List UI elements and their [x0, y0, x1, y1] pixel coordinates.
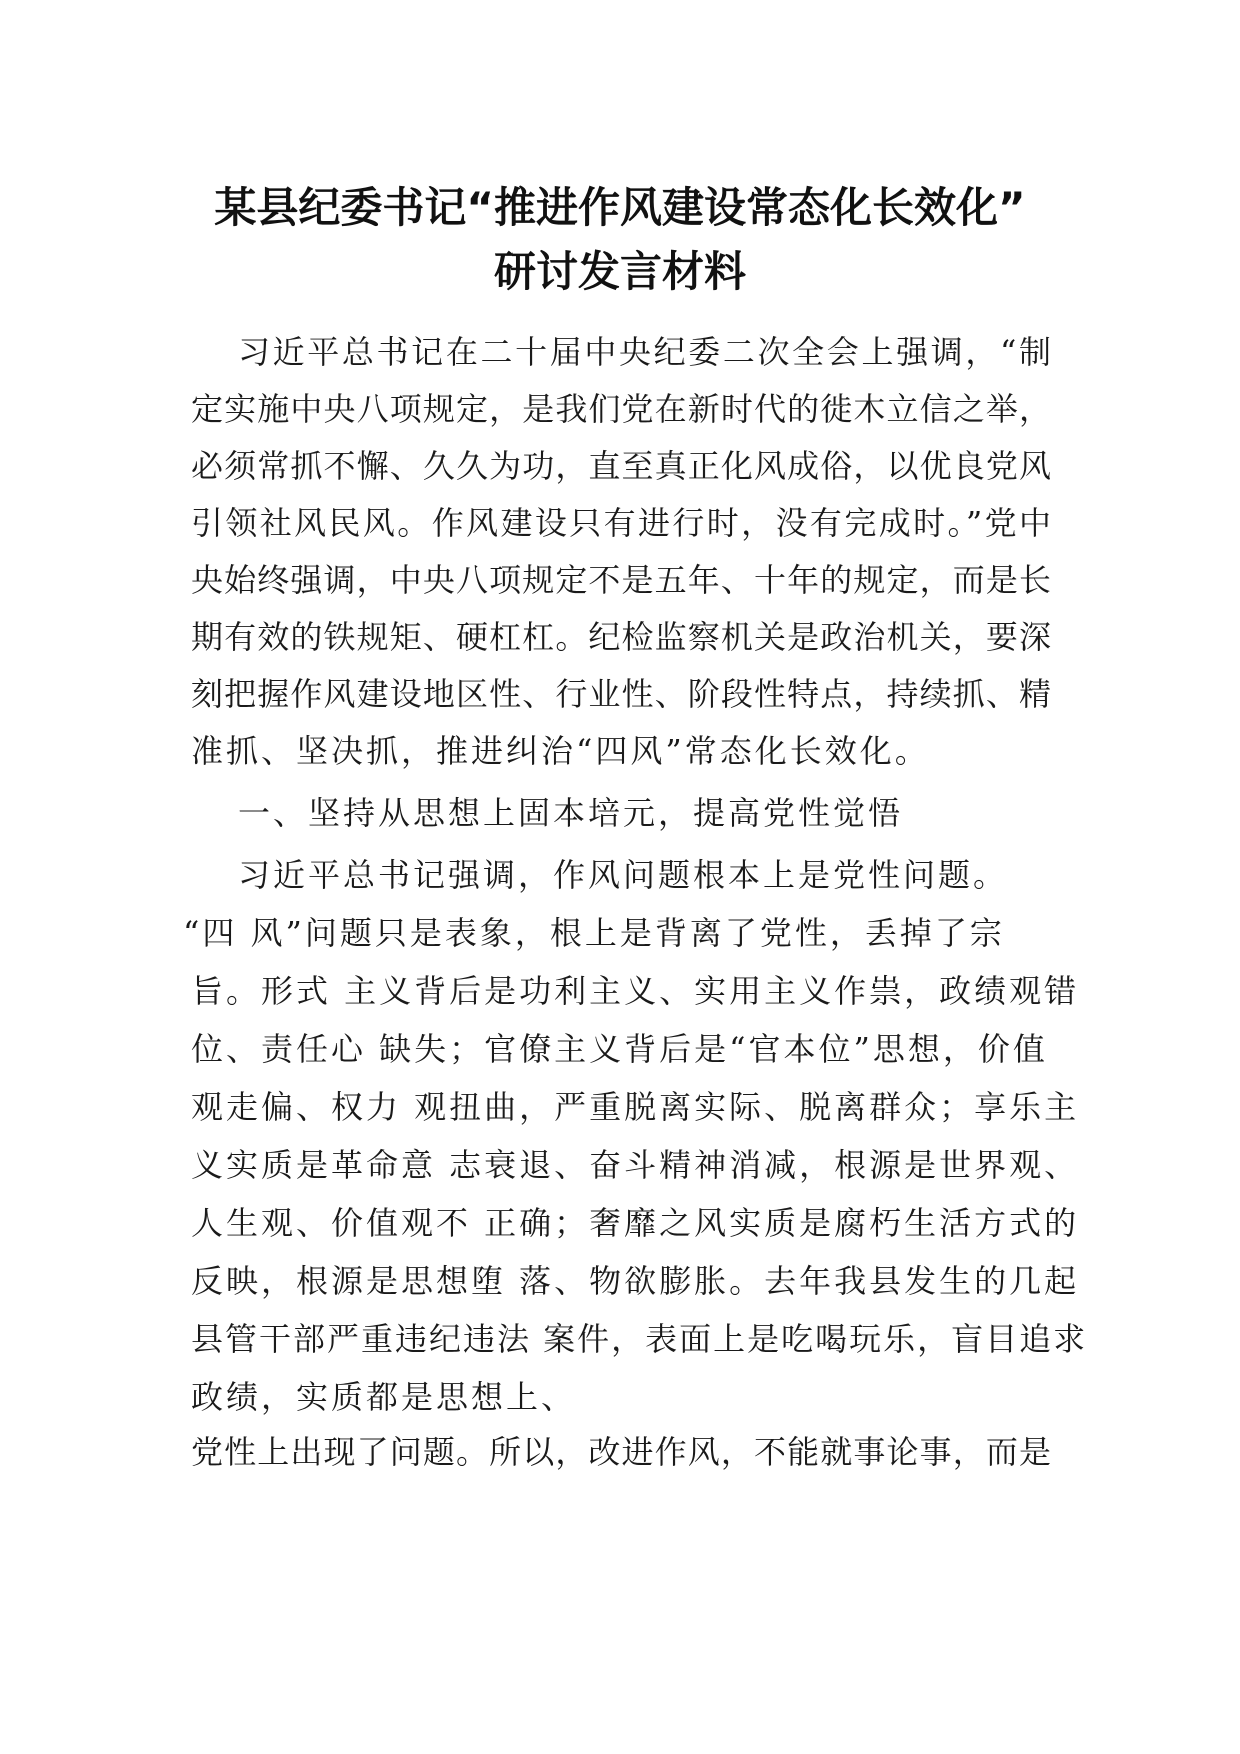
paragraph-2-line-6: 义实质是革命意 志衰退、奋斗精神消减，根源是世界观、 — [191, 1146, 1080, 1184]
document-title-line-1: 某县纪委书记“推进作风建设常态化长效化” — [214, 183, 1026, 232]
paragraph-1-line-8: 准抓、坚决抓，推进纠治“四风”常态化长效化。 — [191, 732, 930, 770]
paragraph-2-line-3: 旨。形式 主义背后是功利主义、实用主义作祟，政绩观错 — [191, 972, 1080, 1010]
paragraph-2-line-10: 政绩，实质都是思想上、 — [191, 1378, 577, 1416]
paragraph-2-line-4: 位、责任心 缺失；官僚主义背后是“官本位”思想，价值 — [191, 1030, 1048, 1068]
paragraph-2-line-1: 习近平总书记强调，作风问题根本上是党性问题。 — [238, 856, 1009, 894]
paragraph-1-line-4: 引领社风民风。作风建设只有进行时，没有完成时。”党中 — [191, 504, 1051, 542]
paragraph-1-line-3: 必须常抓不懈、久久为功，直至真正化风成俗，以优良党风 — [191, 447, 1051, 485]
paragraph-1-line-6: 期有效的铁规矩、硬杠杠。纪检监察机关是政治机关，要深 — [191, 618, 1051, 656]
paragraph-2-line-2: “四 风”问题只是表象，根上是背离了党性，丢掉了宗 — [183, 914, 1005, 952]
paragraph-1-line-2: 定实施中央八项规定，是我们党在新时代的徙木立信之举， — [191, 390, 1051, 428]
paragraph-2-line-7: 人生观、价值观不 正确；奢靡之风实质是腐朽生活方式的 — [191, 1204, 1080, 1242]
paragraph-2-line-11: 党性上出现了问题。所以，改进作风，不能就事论事，而是 — [191, 1433, 1051, 1471]
paragraph-1-line-1: 习近平总书记在二十届中央纪委二次全会上强调，“制 — [238, 333, 1051, 371]
section-heading-1: 一、坚持从思想上固本培元，提高党性觉悟 — [238, 794, 904, 832]
document-title-line-2: 研讨发言材料 — [493, 247, 746, 296]
paragraph-2-line-5: 观走偏、权力 观扭曲，严重脱离实际、脱离群众；享乐主 — [191, 1088, 1080, 1126]
paragraph-1-line-5: 央始终强调，中央八项规定不是五年、十年的规定，而是长 — [191, 561, 1051, 599]
paragraph-1-line-7: 刻把握作风建设地区性、行业性、阶段性特点，持续抓、精 — [191, 675, 1051, 713]
paragraph-2-line-8: 反映，根源是思想堕 落、物欲膨胀。去年我县发生的几起 — [191, 1262, 1080, 1300]
paragraph-2-line-9: 县管干部严重违纪违法 案件，表面上是吃喝玩乐，盲目追求 — [191, 1320, 1088, 1358]
